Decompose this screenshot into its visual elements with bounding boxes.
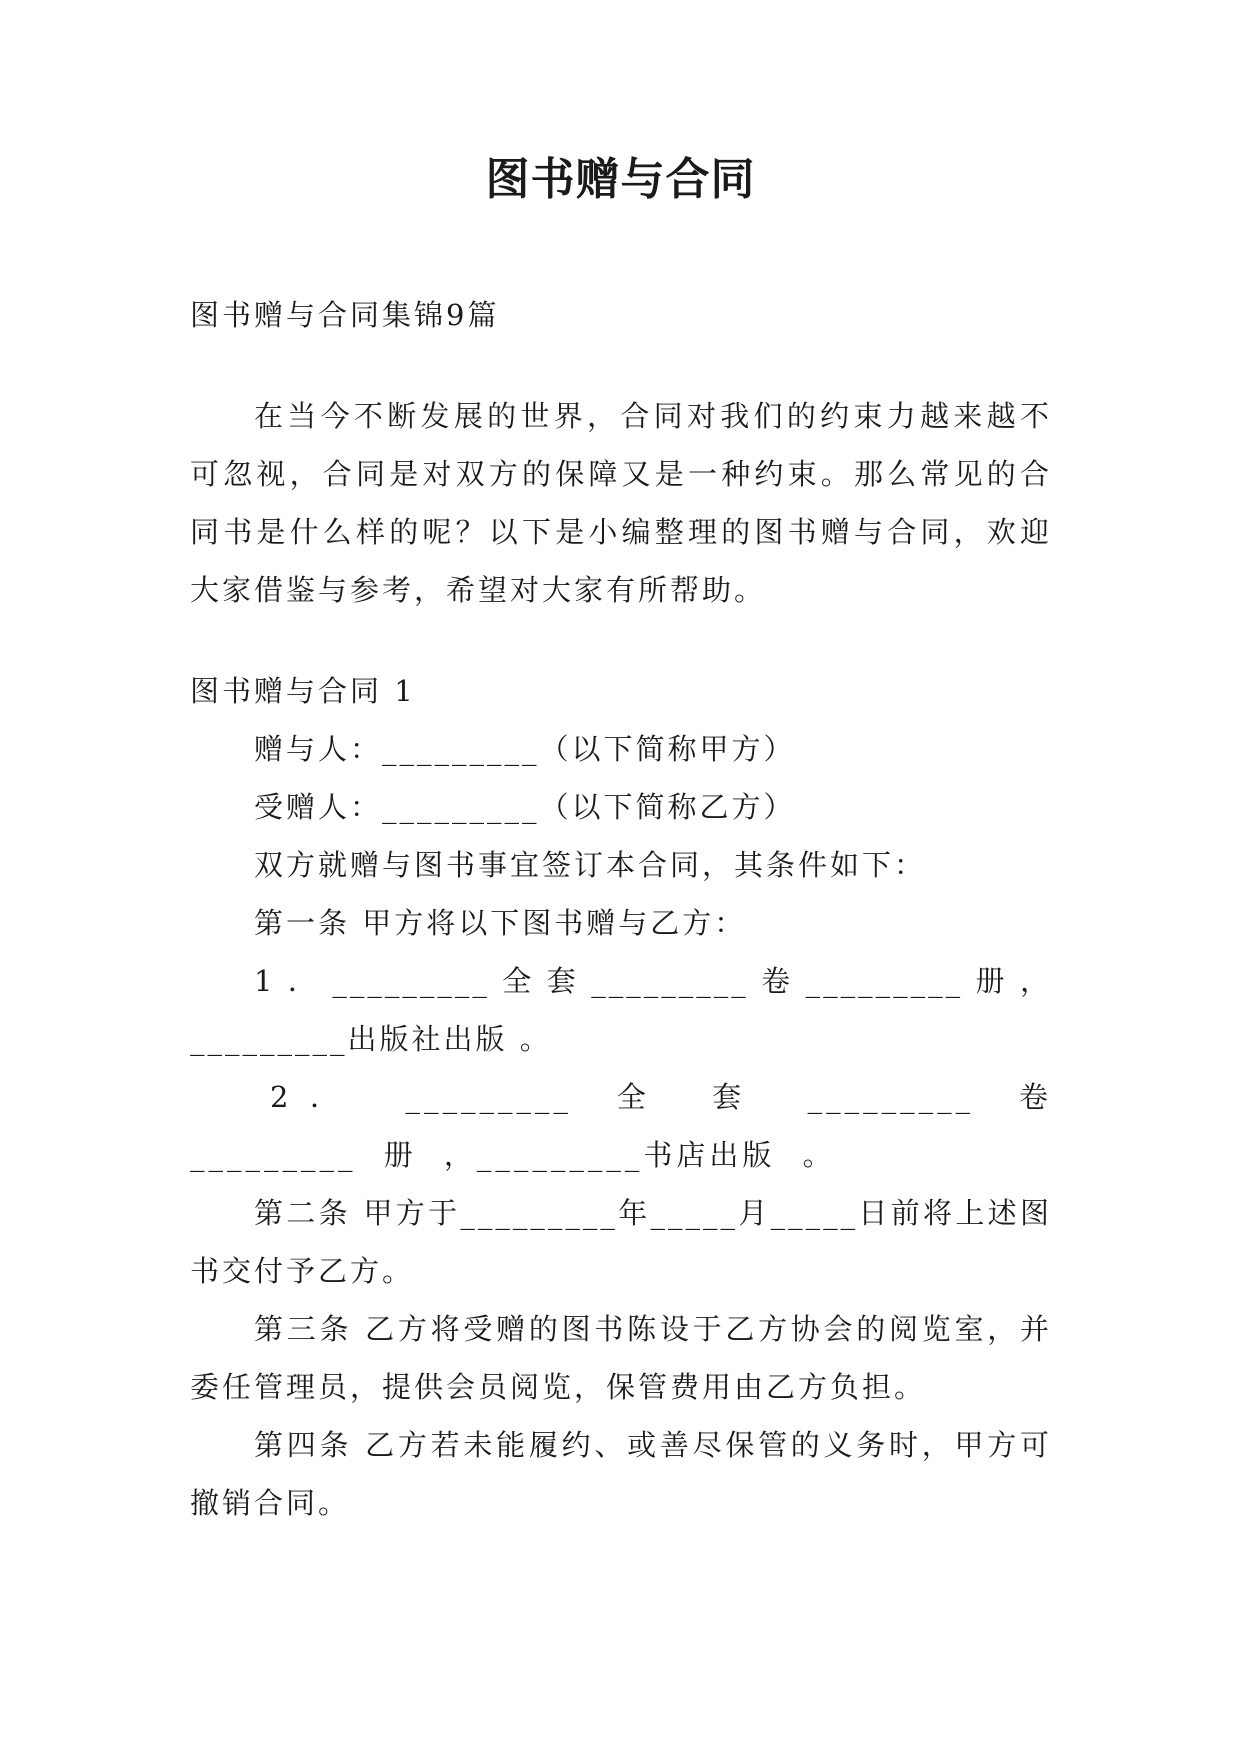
intro-paragraph: 在当今不断发展的世界，合同对我们的约束力越来越不可忽视，合同是对双方的保障又是一种约束。那么常见的合同书是什么样的呢？以下是小编整理的图书赠与合同，欢迎大家借鉴与参考，希望对大家有所帮助。 bbox=[190, 399, 1052, 607]
recipient-line: 受赠人：_________（以下简称乙方） bbox=[254, 790, 796, 824]
agreement-line: 双方就赠与图书事宜签订本合同，其条件如下： bbox=[254, 848, 927, 882]
document-body bbox=[190, 286, 1052, 1532]
book-item-1: 1．_________全套_________卷_________册，_________出版社出版 。 bbox=[190, 964, 1052, 1056]
section-heading: 图书赠与合同 1 bbox=[190, 674, 416, 708]
document-subtitle: 图书赠与合同集锦9篇 bbox=[190, 298, 500, 332]
donor-line: 赠与人：_________（以下简称甲方） bbox=[254, 732, 796, 766]
article-1: 第一条 甲方将以下图书赠与乙方： bbox=[254, 906, 747, 940]
article-4: 第四条 乙方若未能履约、或善尽保管的义务时，甲方可撤销合同。 bbox=[190, 1428, 1052, 1520]
article-2: 第二条 甲方于_________年_____月_____日前将上述图书交付予乙方。 bbox=[190, 1196, 1052, 1288]
book-item-2: 2． _________ 全 套 _________ 卷 _________ 册 ，_________书店出版 。 bbox=[190, 1080, 1052, 1172]
article-3: 第三条 乙方将受赠的图书陈设于乙方协会的阅览室，并委任管理员，提供会员阅览，保管费用由乙方负担。 bbox=[190, 1312, 1052, 1404]
document-title: 图书赠与合同 bbox=[485, 154, 756, 205]
